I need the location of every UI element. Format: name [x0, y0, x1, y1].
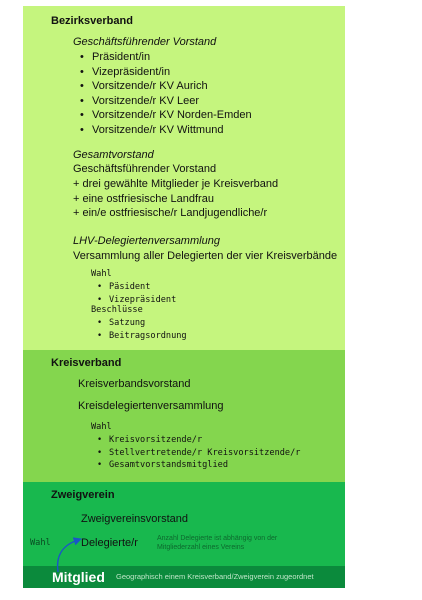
lhv-description: Versammlung aller Delegierten der vier Kreisverbände: [73, 250, 338, 262]
gesamtvorstand-heading: Gesamtvorstand: [73, 149, 154, 161]
mitglied-title: Mitglied: [52, 569, 105, 585]
beschluesse-list: [97, 317, 187, 342]
wahl-list: [97, 281, 176, 306]
gesamtvorstand-line: + drei gewählte Mitglieder je Kreisverband: [73, 178, 279, 190]
list-item: • Gesamtvorstandsmitglied: [97, 459, 300, 472]
list-item: • Vorsitzende/r KV Wittmund: [80, 123, 252, 138]
list-item: • Kreisvorsitzende/r: [97, 434, 300, 447]
gesamtvorstand-line: Geschäftsführender Vorstand: [73, 163, 217, 175]
gesamtvorstand-line: + eine ostfriesische Landfrau: [73, 193, 214, 205]
list-item: • Vizepräsident: [97, 294, 176, 307]
vorstand-members-list: [80, 50, 252, 138]
wahl-label: Wahl: [91, 422, 112, 432]
kreisverbandsvorstand: Kreisverbandsvorstand: [78, 378, 191, 390]
zweigverein-title: Zweigverein: [51, 489, 115, 501]
kreisverband-title: Kreisverband: [51, 357, 122, 369]
kreisdelegiertenversammlung: Kreisdelegiertenversammlung: [78, 400, 224, 412]
lhv-delegiertenversammlung-heading: LHV-Delegiertenversammlung: [73, 235, 220, 247]
bezirksverband-title: Bezirksverband: [51, 15, 133, 27]
zweigvereinsvorstand: Zweigvereinsvorstand: [81, 513, 188, 525]
list-item: • Satzung: [97, 317, 187, 330]
kreis-wahl-list: [97, 434, 300, 472]
delegierte-note-line1: Anzahl Delegierte ist abhängig von der: [157, 535, 278, 542]
list-item: • Vizepräsident/in: [80, 65, 252, 80]
list-item: • Vorsitzende/r KV Leer: [80, 94, 252, 109]
gesamtvorstand-line: + ein/e ostfriesische/r Landjugendliche/r: [73, 207, 268, 219]
list-item: • Beitragsordnung: [97, 330, 187, 343]
mitglied-note: Geographisch einem Kreisverband/Zweigverein zugeordnet: [116, 572, 314, 581]
delegierte: Delegierte/r: [81, 537, 138, 549]
list-item: • Präsident/in: [80, 50, 252, 65]
wahl-label: Wahl: [91, 269, 112, 279]
delegierte-note-line2: Mitgliederzahl eines Vereins: [157, 544, 245, 551]
list-item: • Päsident: [97, 281, 176, 294]
beschluesse-label: Beschlüsse: [91, 305, 143, 315]
geschaeftsfuehrender-vorstand-heading: Geschäftsführender Vorstand: [73, 36, 217, 48]
list-item: • Vorsitzende/r KV Norden-Emden: [80, 108, 252, 123]
list-item: • Vorsitzende/r KV Aurich: [80, 79, 252, 94]
wahl-label: Wahl: [30, 538, 51, 548]
list-item: • Stellvertretende/r Kreisvorsitzende/r: [97, 447, 300, 460]
